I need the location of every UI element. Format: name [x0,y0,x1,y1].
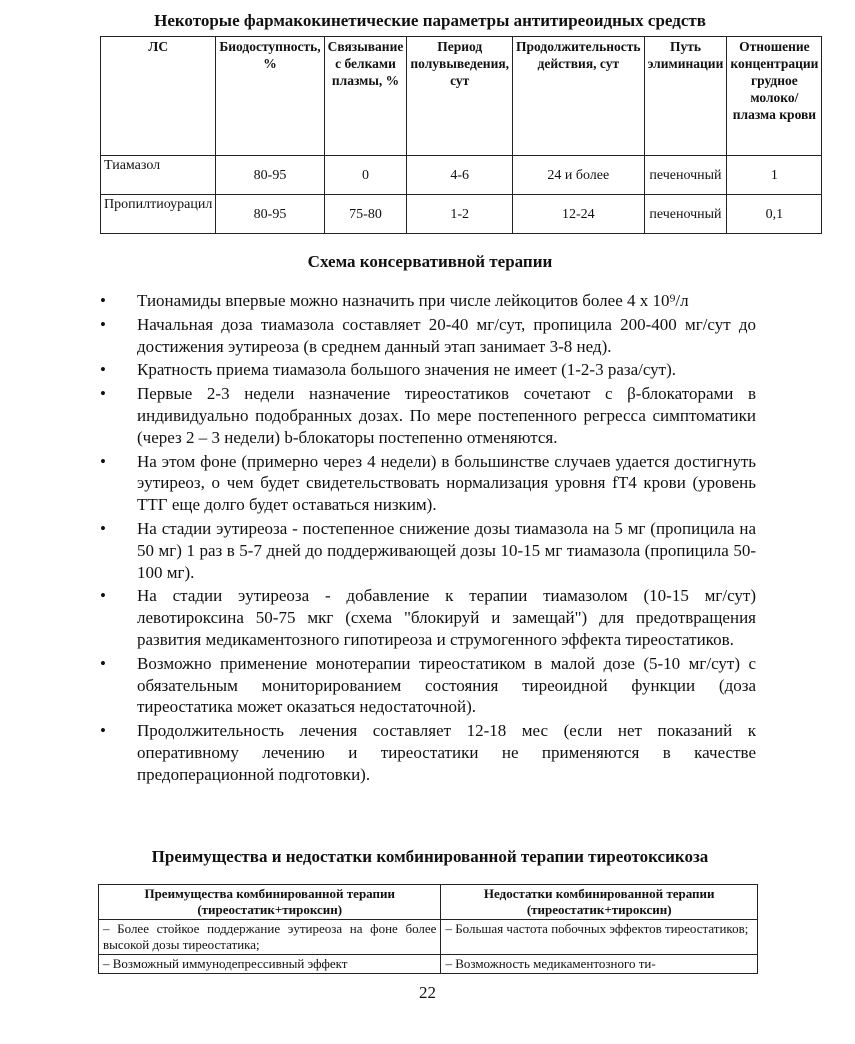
table-cell: – Большая частота побочных эффектов тиреостатиков; [441,920,758,955]
pharmacokinetics-table [100,36,822,234]
table-row [99,920,758,955]
header-duration: Продолжительность действия, сут [513,37,645,156]
list-item-text: Продолжительность лечения составляет 12-18 мес (если нет показаний к оперативному лечению и тиреостатики не применяются в качестве предоперационной подготовки). [137,721,756,784]
table-cell: – Более стойкое поддержание эутиреоза на фоне более высокой дозы тиреостатика; [99,920,441,955]
list-item-text: На стадии эутиреоза - постепенное снижение дозы тиамазола на 5 мг (пропицила на 50 мг) 1 раз в 5-7 дней до поддерживающей дозы 10-15 мг тиамазола (пропицила 50-100 мг). [137,518,756,582]
bullet-icon: • [100,721,106,741]
header-drug: ЛС [101,37,216,156]
table-cell: 4-6 [407,156,513,195]
table-cell: – Возможность медикаментозного ти- [441,955,758,974]
scheme-bullet-list [100,290,756,788]
list-item-text: Тионамиды впервые можно назначить при числе лейкоцитов более 4 х 10⁹/л [137,291,689,310]
table-cell: 1 [727,156,822,195]
header-elimination: Путь элиминации [644,37,727,156]
bullet-icon: • [100,384,106,404]
list-item-text: Первые 2-3 недели назначение тиреостатиков сочетают с β-блокаторами в индивидуально подобранных дозах. По мере постепенного регресса симптоматики (через 2 – 3 недели) b-блокаторы постепенно отменяются. [137,384,756,447]
table-cell: 0,1 [727,195,822,234]
table-row [101,195,822,234]
table-cell: 12-24 [513,195,645,234]
list-item [100,314,756,358]
header-half-life: Период полувыведения, сут [407,37,513,156]
table-cell: 1-2 [407,195,513,234]
bullet-icon: • [100,314,106,334]
scheme-title: Схема консервативной терапии [307,252,553,271]
list-item [100,383,756,448]
list-item-text: Кратность приема тиамазола большого значения не имеет (1-2-3 раза/сут). [137,360,677,380]
table-cell: Пропилтиоурацил [101,195,216,234]
list-item-text: Начальная доза тиамазола составляет 20-40 мг/сут, пропицила 200-400 мг/сут до достижения эутиреоза (в среднем данный этап занимает 3-8 нед). [137,314,756,356]
header-milk-plasma-ratio: Отношение концентрации грудное молоко/плазма крови [727,37,822,156]
bullet-icon: • [100,653,106,673]
list-item [100,518,756,583]
bullet-icon: • [100,518,106,538]
pk-table-title: Некоторые фармакокинетические параметры антитиреоидных средств [154,11,706,30]
list-item-text: На этом фоне (примерно через 4 недели) в большинстве случаев удается достигнуть эутиреоз, о чем будет свидетельствовать нормализация уровня fT4 крови (уровень ТТГ еще долго будет оставаться низким). [137,451,756,515]
bullet-icon: • [100,360,106,380]
bullet-icon: • [100,586,106,606]
list-item-text: На стадии эутиреоза - добавление к терапии тиамазолом (10-15 мг/сут) левотироксина 50-75 мкг (схема "блокируй и замещай") для предотвращения развития медикаментозного гипотиреоза и струмогенного эффекта тиреостатиков. [137,586,756,649]
table-cell: 80-95 [216,195,324,234]
table-cell: 75-80 [324,195,407,234]
list-item [100,359,756,381]
combo-title: Преимущества и недостатки комбинированной терапии тиреотоксикоза [151,847,709,866]
bullet-icon: • [100,291,106,310]
table-cell: 80-95 [216,156,324,195]
table-cell: 0 [324,156,407,195]
table-row [99,955,758,974]
list-item [100,653,756,718]
table-cell: печеночный [644,156,727,195]
list-item [100,720,756,785]
list-item [100,290,756,312]
list-item-text: Возможно применение монотерапии тиреостатиком в малой дозе (5-10 мг/сут) с обязательным мониторированием состояния тиреоидной функции (доза тиреостатика может оказаться недостаточной). [137,653,756,717]
header-advantages: Преимущества комбинированной терапии (тиреостатик+тироксин) [99,885,441,920]
table-row [101,156,822,195]
list-item [100,585,756,650]
list-item [100,451,756,516]
header-protein-binding: Связывание с белками плазмы, % [324,37,407,156]
table-cell: печеночный [644,195,727,234]
header-disadvantages: Недостатки комбинированной терапии (тиреостатик+тироксин) [441,885,758,920]
combo-therapy-table [98,884,758,974]
table-cell: – Возможный иммунодепрессивный эффект [99,955,441,974]
table-header-row [101,37,822,156]
table-header-row [99,885,758,920]
table-cell: 24 и более [513,156,645,195]
page-number: 22 [419,983,436,1002]
table-cell: Тиамазол [101,156,216,195]
header-bioavailability: Биодоступность, % [216,37,324,156]
bullet-icon: • [100,451,106,471]
